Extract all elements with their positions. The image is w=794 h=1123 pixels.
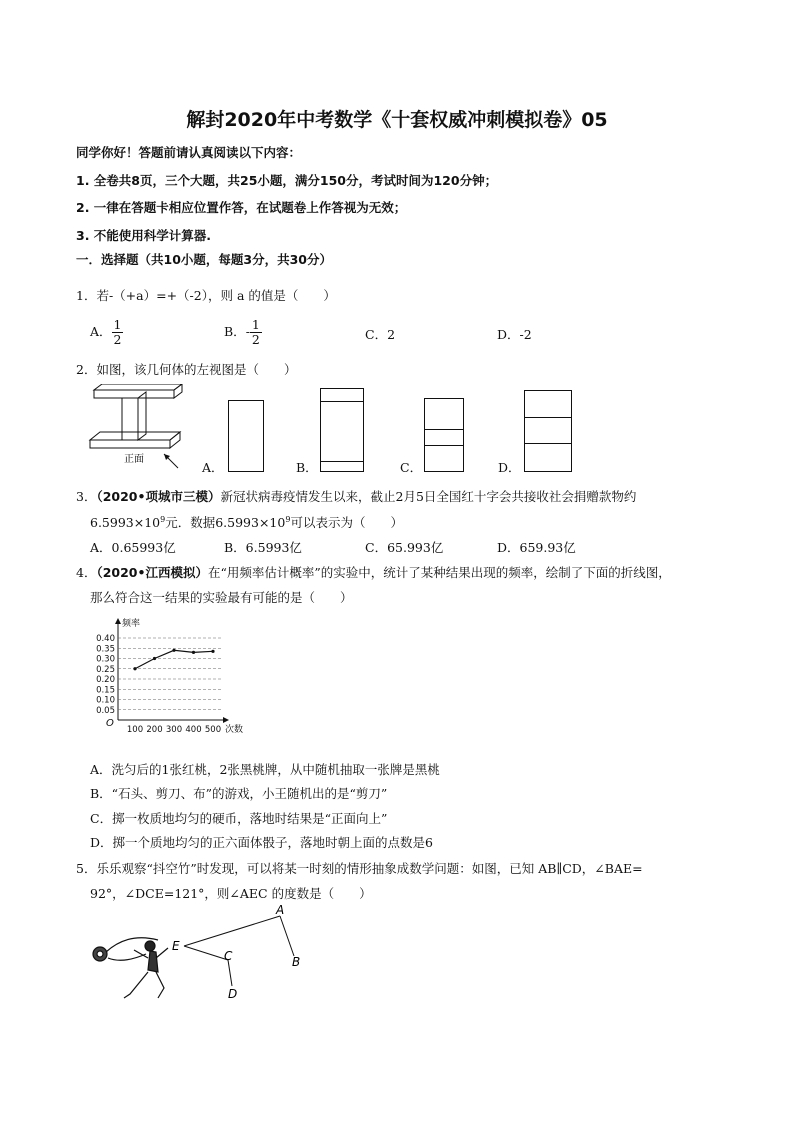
q2-option-a-figure [228,400,264,472]
data-point [153,657,156,660]
q3-option-b: B．6.5993亿 [224,540,302,555]
data-point [211,650,214,653]
notice-item-1: 1. 全卷共8页，三个大题，共25小题，满分150分，考试时间为120分钟； [76,173,498,188]
point-b-label: B [292,955,301,969]
y-tick-label: 0.25 [96,664,115,675]
q2-option-a-label: A． [202,460,224,475]
q3-option-d: D．659.93亿 [497,540,576,555]
point-a-label: A [276,903,285,917]
q3-line2: $6.5993\times 10^9$元．数据$6.5993\times 10^9$可以表示为（ ） [90,514,403,530]
q3-option-a: A．0.65993亿 [90,540,176,555]
q1-stem: 1．若-（+a）=+（-2），则 a 的值是（ ） [76,288,336,303]
q2-stem: 2．如图，该几何体的左视图是（ ） [76,362,297,377]
point-c-label: C [224,949,233,963]
q1-option-b: B．- $\frac{1}{2}$ [224,317,260,347]
x-axis-arrow [223,717,229,723]
x-tick-label: 300 [165,725,183,735]
q5-line2: 92°，∠DCE=121°，则∠AEC 的度数是（ ） [90,886,372,901]
notice-item-3: 3. 不能使用科学计算器. [76,228,212,243]
series-line [135,650,213,668]
q1-option-d: D．-2 [497,327,532,342]
origin-label: O [106,718,114,729]
x-tick-label: 500 [204,725,222,735]
point-e-label: E [172,939,180,953]
x-tick-label: 200 [146,725,163,735]
q2-front-label: 正面 [124,454,144,465]
data-point [172,649,175,652]
q1-option-c: C．2 [365,327,396,342]
q2-option-d-figure [524,390,572,472]
q4-line2: 那么符合这一结果的实验最有可能的是（ ） [90,590,353,605]
x-axis-label: 次数 [225,725,244,735]
q2-option-c-label: C． [400,460,423,475]
q3-option-c: C．65.993亿 [365,540,444,555]
y-tick-label: 0.20 [96,675,115,685]
q4-stem: 4．（2020•江西模拟）在“用频率估计概率”的实验中，统计了某种结果出现的频率，绘制了下面的折线图， [76,565,671,580]
q3-stem: 3．（2020•项城市三模）新冠状病毒疫情发生以来，截止2月5日全国红十字会共接收社会捐赠款物约 [76,489,637,504]
y-tick-label: 0.15 [96,685,115,696]
q2-option-d-label: D． [498,460,521,475]
y-tick-label: 0.40 [96,634,115,644]
notice-greeting: 同学你好！答题前请认真阅读以下内容： [76,145,302,160]
y-axis-arrow [115,618,121,624]
notice-item-2: 2. 一律在答题卡相应位置作答，在试题卷上作答视为无效； [76,200,407,215]
q4-option-c: C．掷一枚质地均匀的硬币，落地时结果是“正面向上” [90,811,388,826]
q5-figure [88,902,318,1006]
diabolo-player-illustration [93,938,168,998]
x-tick-label: 400 [185,725,202,735]
q2-option-b-label: B． [296,460,318,475]
data-point [192,651,195,654]
y-tick-label: 0.30 [96,654,115,665]
section-heading: 一．选择题（共10小题，每题3分，共30分） [76,252,332,267]
q5-geometry-lines [184,916,294,986]
q4-option-d: D．掷一个质地均匀的正六面体骰子，落地时朝上面的点数是6 [90,835,433,850]
point-d-label: D [228,987,238,1001]
q1-option-a: A． $\frac{1}{2}$ [90,317,122,347]
data-point [133,667,136,670]
q2-option-b-figure [320,388,364,472]
page-title: 解封2020年中考数学《十套权威冲刺模拟卷》05 [186,109,608,131]
q2-option-c-figure [424,398,464,472]
y-tick-label: 0.35 [96,644,115,655]
y-axis-label: 频率 [122,619,141,629]
frequency-line-chart [88,614,258,748]
q5-line1: 5．乐乐观察“抖空竹”时发现，可以将某一时刻的情形抽象成数学问题：如图，已知 AB∥CD，∠BAE= [76,861,643,876]
q2-solid-figure [86,384,196,476]
y-tick-label: 0.05 [96,705,115,716]
q4-option-a: A．洗匀后的1张红桃，2张黑桃牌，从中随机抽取一张牌是黑桃 [90,762,440,777]
x-tick-label: 100 [126,725,144,735]
q4-option-b: B．“石头、剪刀、布”的游戏，小王随机出的是“剪刀” [90,786,388,801]
y-tick-label: 0.10 [96,695,115,706]
